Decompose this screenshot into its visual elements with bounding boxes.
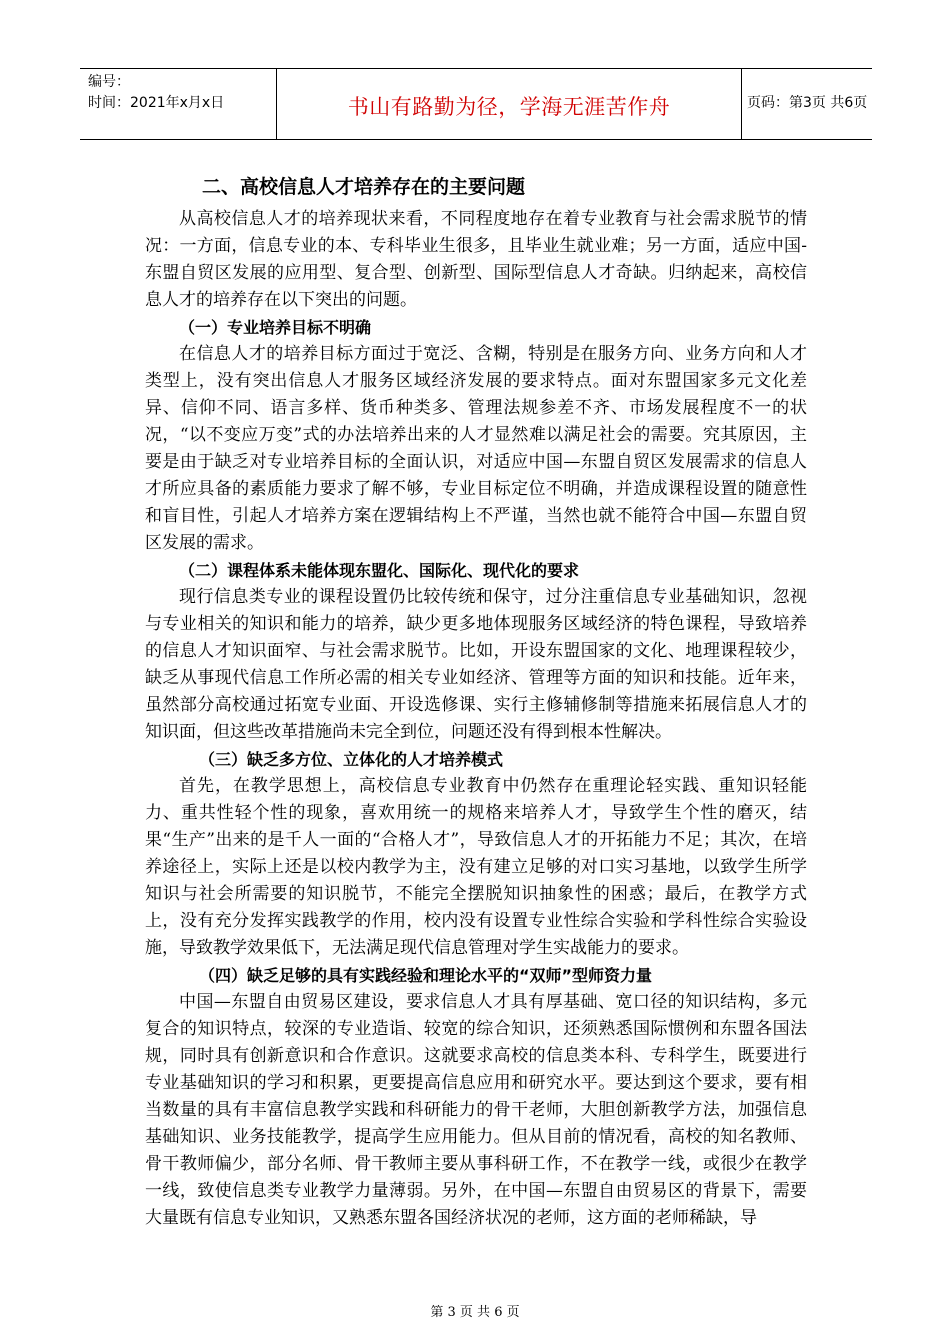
document-date: 时间：2021年x月x日 <box>88 95 225 111</box>
intro-paragraph: 从高校信息人才的培养现状来看，不同程度地存在着专业教育与社会需求脱节的情况：一方面，信息专业的本、专科毕业生很多，且毕业生就业难；另一方面，适应中国-东盟自贸区发展的应用型、复合型、创新型、国际型信息人才奇缺。归纳起来，高校信息人才的培养存在以下突出的问题。 <box>145 209 807 310</box>
subsection-paragraph-2: 现行信息类专业的课程设置仍比较传统和保守，过分注重信息专业基础知识，忽视与专业相关的知识和能力的培养，缺少更多地体现服务区域经济的特色课程，导致培养的信息人才知识面窄、与社会需求脱节。比如，开设东盟国家的文化、地理课程较少，缺乏从事现代信息工作所必需的相关专业如经济、管理等方面的知识和技能。近年来，虽然部分高校通过拓宽专业面、开设选修课、实行主修辅修制等措施来拓展信息人才的知识面，但这些改革措施尚未完全到位，问题还没有得到根本性解决。 <box>145 587 807 742</box>
header-page-info: 页码：第3页 共6页 <box>747 95 868 111</box>
subsection-heading-1: （一）专业培养目标不明确 <box>179 318 372 337</box>
document-number-label: 编号： <box>88 74 130 90</box>
page-header <box>80 68 872 140</box>
subsection-paragraph-4: 中国—东盟自由贸易区建设，要求信息人才具有厚基础、宽口径的知识结构，多元复合的知识特点，较深的专业造诣、较宽的综合知识，还须熟悉国际惯例和东盟各国法规，同时具有创新意识和合作意识。这就要求高校的信息类本科、专科学生，既要进行专业基础知识的学习和积累，更要提高信息应用和研究水平。要达到这个要求，要有相当数量的具有丰富信息教学实践和科研能力的骨干老师，大胆创新教学方法，加强信息基础知识、业务技能教学，提高学生应用能力。但从目前的情况看，高校的知名教师、骨干教师偏少，部分名师、骨干教师主要从事科研工作，不在教学一线，或很少在教学一线，致使信息类专业教学力量薄弱。另外，在中国—东盟自由贸易区的背景下，需要大量既有信息专业知识，又熟悉东盟各国经济状况的老师，这方面的老师稀缺，导 <box>145 992 807 1228</box>
document-body <box>145 168 807 1232</box>
header-motto: 书山有路勤为径，学海无涯苦作舟 <box>347 95 671 119</box>
section-title: 二、高校信息人才培养存在的主要问题 <box>202 176 526 198</box>
subsection-heading-2: （二）课程体系未能体现东盟化、国际化、现代化的要求 <box>179 561 580 580</box>
header-meta-cell <box>80 69 276 139</box>
page-footer: 第 3 页 共 6 页 <box>430 1305 520 1320</box>
header-motto-cell <box>276 69 742 139</box>
subsection-heading-4: （四）缺乏足够的具有实践经验和理论水平的“双师”型师资力量 <box>199 966 653 985</box>
subsection-paragraph-3: 首先，在教学思想上，高校信息专业教育中仍然存在重理论轻实践、重知识轻能力、重共性轻个性的现象，喜欢用统一的规格来培养人才，导致学生个性的磨灭，结果“生产”出来的是千人一面的“合格人才”，导致信息人才的开拓能力不足；其次，在培养途径上，实际上还是以校内教学为主，没有建立足够的对口实习基地，以致学生所学知识与社会所需要的知识脱节，不能完全摆脱知识抽象性的困惑；最后，在教学方式上，没有充分发挥实践教学的作用，校内没有设置专业性综合实验和学科性综合实验设施，导致教学效果低下，无法满足现代信息管理对学生实战能力的要求。 <box>145 776 807 958</box>
subsection-paragraph-1: 在信息人才的培养目标方面过于宽泛、含糊，特别是在服务方向、业务方向和人才类型上，没有突出信息人才服务区域经济发展的要求特点。面对东盟国家多元文化差异、信仰不同、语言多样、货币种类多、管理法规参差不齐、市场发展程度不一的状况，“以不变应万变”式的办法培养出来的人才显然难以满足社会的需要。究其原因，主要是由于缺乏对专业培养目标的全面认识，对适应中国—东盟自贸区发展需求的信息人才所应具备的素质能力要求了解不够，专业目标定位不明确，并造成课程设置的随意性和盲目性，引起人才培养方案在逻辑结构上不严谨，当然也就不能符合中国—东盟自贸区发展的需求。 <box>145 344 807 553</box>
subsection-heading-3: （三）缺乏多方位、立体化的人才培养模式 <box>199 750 504 769</box>
header-page-cell <box>741 69 872 139</box>
